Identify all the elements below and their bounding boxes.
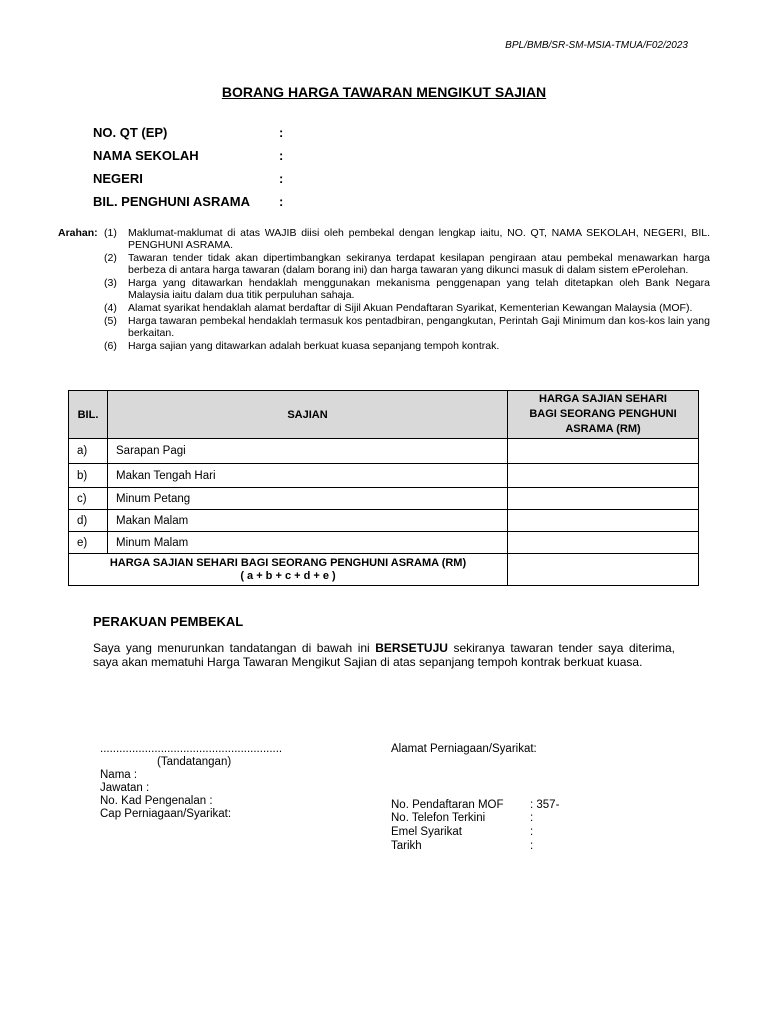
instructions-block (58, 227, 710, 353)
total-label-line-1: HARGA SAJIAN SEHARI BAGI SEORANG PENGHUNI ASRAMA (RM) (109, 556, 467, 569)
company-field-label: No. Telefon Terkini (391, 812, 486, 824)
instruction-item (58, 252, 710, 276)
company-field-row (391, 812, 631, 826)
row-bil: c) (69, 488, 108, 510)
instruction-item (58, 315, 710, 339)
header-sajian: SAJIAN (108, 391, 508, 439)
table-row (69, 464, 699, 488)
instruction-text: Harga sajian yang ditawarkan adalah berkuat kuasa sepanjang tempoh kontrak. (128, 340, 500, 352)
row-price-input[interactable] (508, 488, 699, 510)
field-label-nama-sekolah: NAMA SEKOLAH (93, 148, 199, 163)
instruction-item (58, 277, 710, 301)
field-label-no-qt: NO. QT (EP) (93, 125, 168, 140)
instruction-text: Alamat syarikat hendaklah alamat berdaftar di Sijil Akuan Pendaftaran Syarikat, Kementerian Kewangan Malaysia (MOF). (128, 302, 693, 314)
row-sajian: Sarapan Pagi (108, 439, 508, 464)
company-field-value[interactable]: : (530, 840, 534, 852)
signature-caption: (Tandatangan) (157, 756, 232, 768)
field-colon-no-qt[interactable]: : (279, 125, 284, 140)
meal-price-table (68, 390, 699, 586)
table-header-row (69, 391, 699, 439)
declaration-agree-word: BERSETUJU (375, 641, 448, 655)
row-sajian: Makan Malam (108, 510, 508, 532)
company-field-label: No. Pendaftaran MOF (391, 799, 504, 811)
total-label (69, 554, 508, 586)
field-colon-negeri[interactable]: : (279, 171, 284, 186)
company-stamp-label: Cap Perniagaan/Syarikat: (100, 808, 232, 820)
row-price-input[interactable] (508, 510, 699, 532)
table-row (69, 510, 699, 532)
field-colon-bil-penghuni[interactable]: : (279, 194, 284, 209)
header-price-line-2: BAGI SEORANG PENGHUNI (529, 408, 677, 420)
field-colon-nama-sekolah[interactable]: : (279, 148, 284, 163)
form-title: BORANG HARGA TAWARAN MENGIKUT SAJIAN (221, 84, 547, 100)
row-price-input[interactable] (508, 439, 699, 464)
instruction-number: (3) (104, 277, 117, 289)
table-row (69, 532, 699, 554)
instruction-number: (2) (104, 252, 117, 264)
company-details (391, 799, 631, 854)
company-field-row (391, 840, 631, 854)
field-label-negeri: NEGERI (93, 171, 143, 186)
declaration-text-part: sekiranya tawaran tender saya diterima, saya akan mematuhi Harga Tawaran Mengikut Sajian di atas sepanjang tempoh kontrak berkuat kuasa. (93, 641, 676, 669)
instruction-text: Harga tawaran pembekal hendaklah termasuk kos pentadbiran, pengangkutan, Perintah Gaji Minimum dan kos-kos lain yang berkaitan. (128, 315, 710, 339)
row-bil: a) (69, 439, 108, 464)
company-field-value[interactable]: : 357- (530, 799, 560, 811)
table-total-row (69, 554, 699, 586)
instruction-item (58, 302, 710, 314)
signature-line[interactable]: ......................................................... (100, 743, 283, 755)
signer-ic-label: No. Kad Pengenalan : (100, 795, 213, 807)
instruction-item (58, 340, 710, 352)
signer-position-label: Jawatan : (100, 782, 150, 794)
field-label-bil-penghuni: BIL. PENGHUNI ASRAMA (93, 194, 250, 209)
total-label-line-2: ( a + b + c + d + e ) (240, 569, 336, 582)
row-price-input[interactable] (508, 532, 699, 554)
instruction-item (58, 227, 710, 251)
row-bil: b) (69, 464, 108, 488)
signer-name-label: Nama : (100, 769, 138, 781)
instructions-label: Arahan: (58, 227, 98, 239)
instruction-text: Harga yang ditawarkan hendaklah menggunakan mekanisma penggenapan yang telah ditetapkan oleh Bank Negara Malaysia iaitu dalam dua titik perpuluhan sahaja. (128, 277, 710, 301)
company-field-label: Emel Syarikat (391, 826, 462, 838)
company-field-label: Tarikh (391, 840, 422, 852)
table-row (69, 488, 699, 510)
company-field-value[interactable]: : (530, 812, 534, 824)
row-sajian: Makan Tengah Hari (108, 464, 508, 488)
row-price-input[interactable] (508, 464, 699, 488)
company-address-label: Alamat Perniagaan/Syarikat: (391, 743, 537, 755)
signature-block (100, 743, 282, 821)
instruction-number: (1) (104, 227, 117, 239)
row-bil: e) (69, 532, 108, 554)
company-field-row (391, 799, 631, 812)
declaration-text (93, 641, 675, 669)
instruction-number: (6) (104, 340, 117, 352)
row-bil: d) (69, 510, 108, 532)
instruction-number: (5) (104, 315, 117, 327)
declaration-title: PERAKUAN PEMBEKAL (93, 614, 244, 629)
header-price-line-3: ASRAMA (RM) (565, 423, 641, 435)
total-price-input[interactable] (508, 554, 699, 586)
instruction-text: Tawaran tender tidak akan dipertimbangkan sekiranya terdapat kesilapan pengiraan atau pembekal menawarkan harga berbeza di antara harga tawaran (dalam borang ini) dan harga tawaran yang dikunci masuk di dalam sistem ePerolehan. (128, 252, 710, 276)
instruction-number: (4) (104, 302, 117, 314)
header-price (508, 391, 699, 439)
document-reference-code: BPL/BMB/SR-SM-MSIA-TMUA/F02/2023 (505, 40, 688, 51)
header-price-line-1: HARGA SAJIAN SEHARI (539, 393, 667, 405)
row-sajian: Minum Malam (108, 532, 508, 554)
company-field-value[interactable]: : (530, 826, 534, 838)
company-field-row (391, 826, 631, 840)
declaration-text-part: Saya yang menurunkan tandatangan di bawah ini (93, 641, 376, 655)
instruction-text: Maklumat-maklumat di atas WAJIB diisi oleh pembekal dengan lengkap iaitu, NO. QT, NAMA SEKOLAH, NEGERI, BIL. PENGHUNI ASRAMA. (128, 227, 710, 251)
header-bil: BIL. (69, 391, 108, 439)
row-sajian: Minum Petang (108, 488, 508, 510)
table-row (69, 439, 699, 464)
